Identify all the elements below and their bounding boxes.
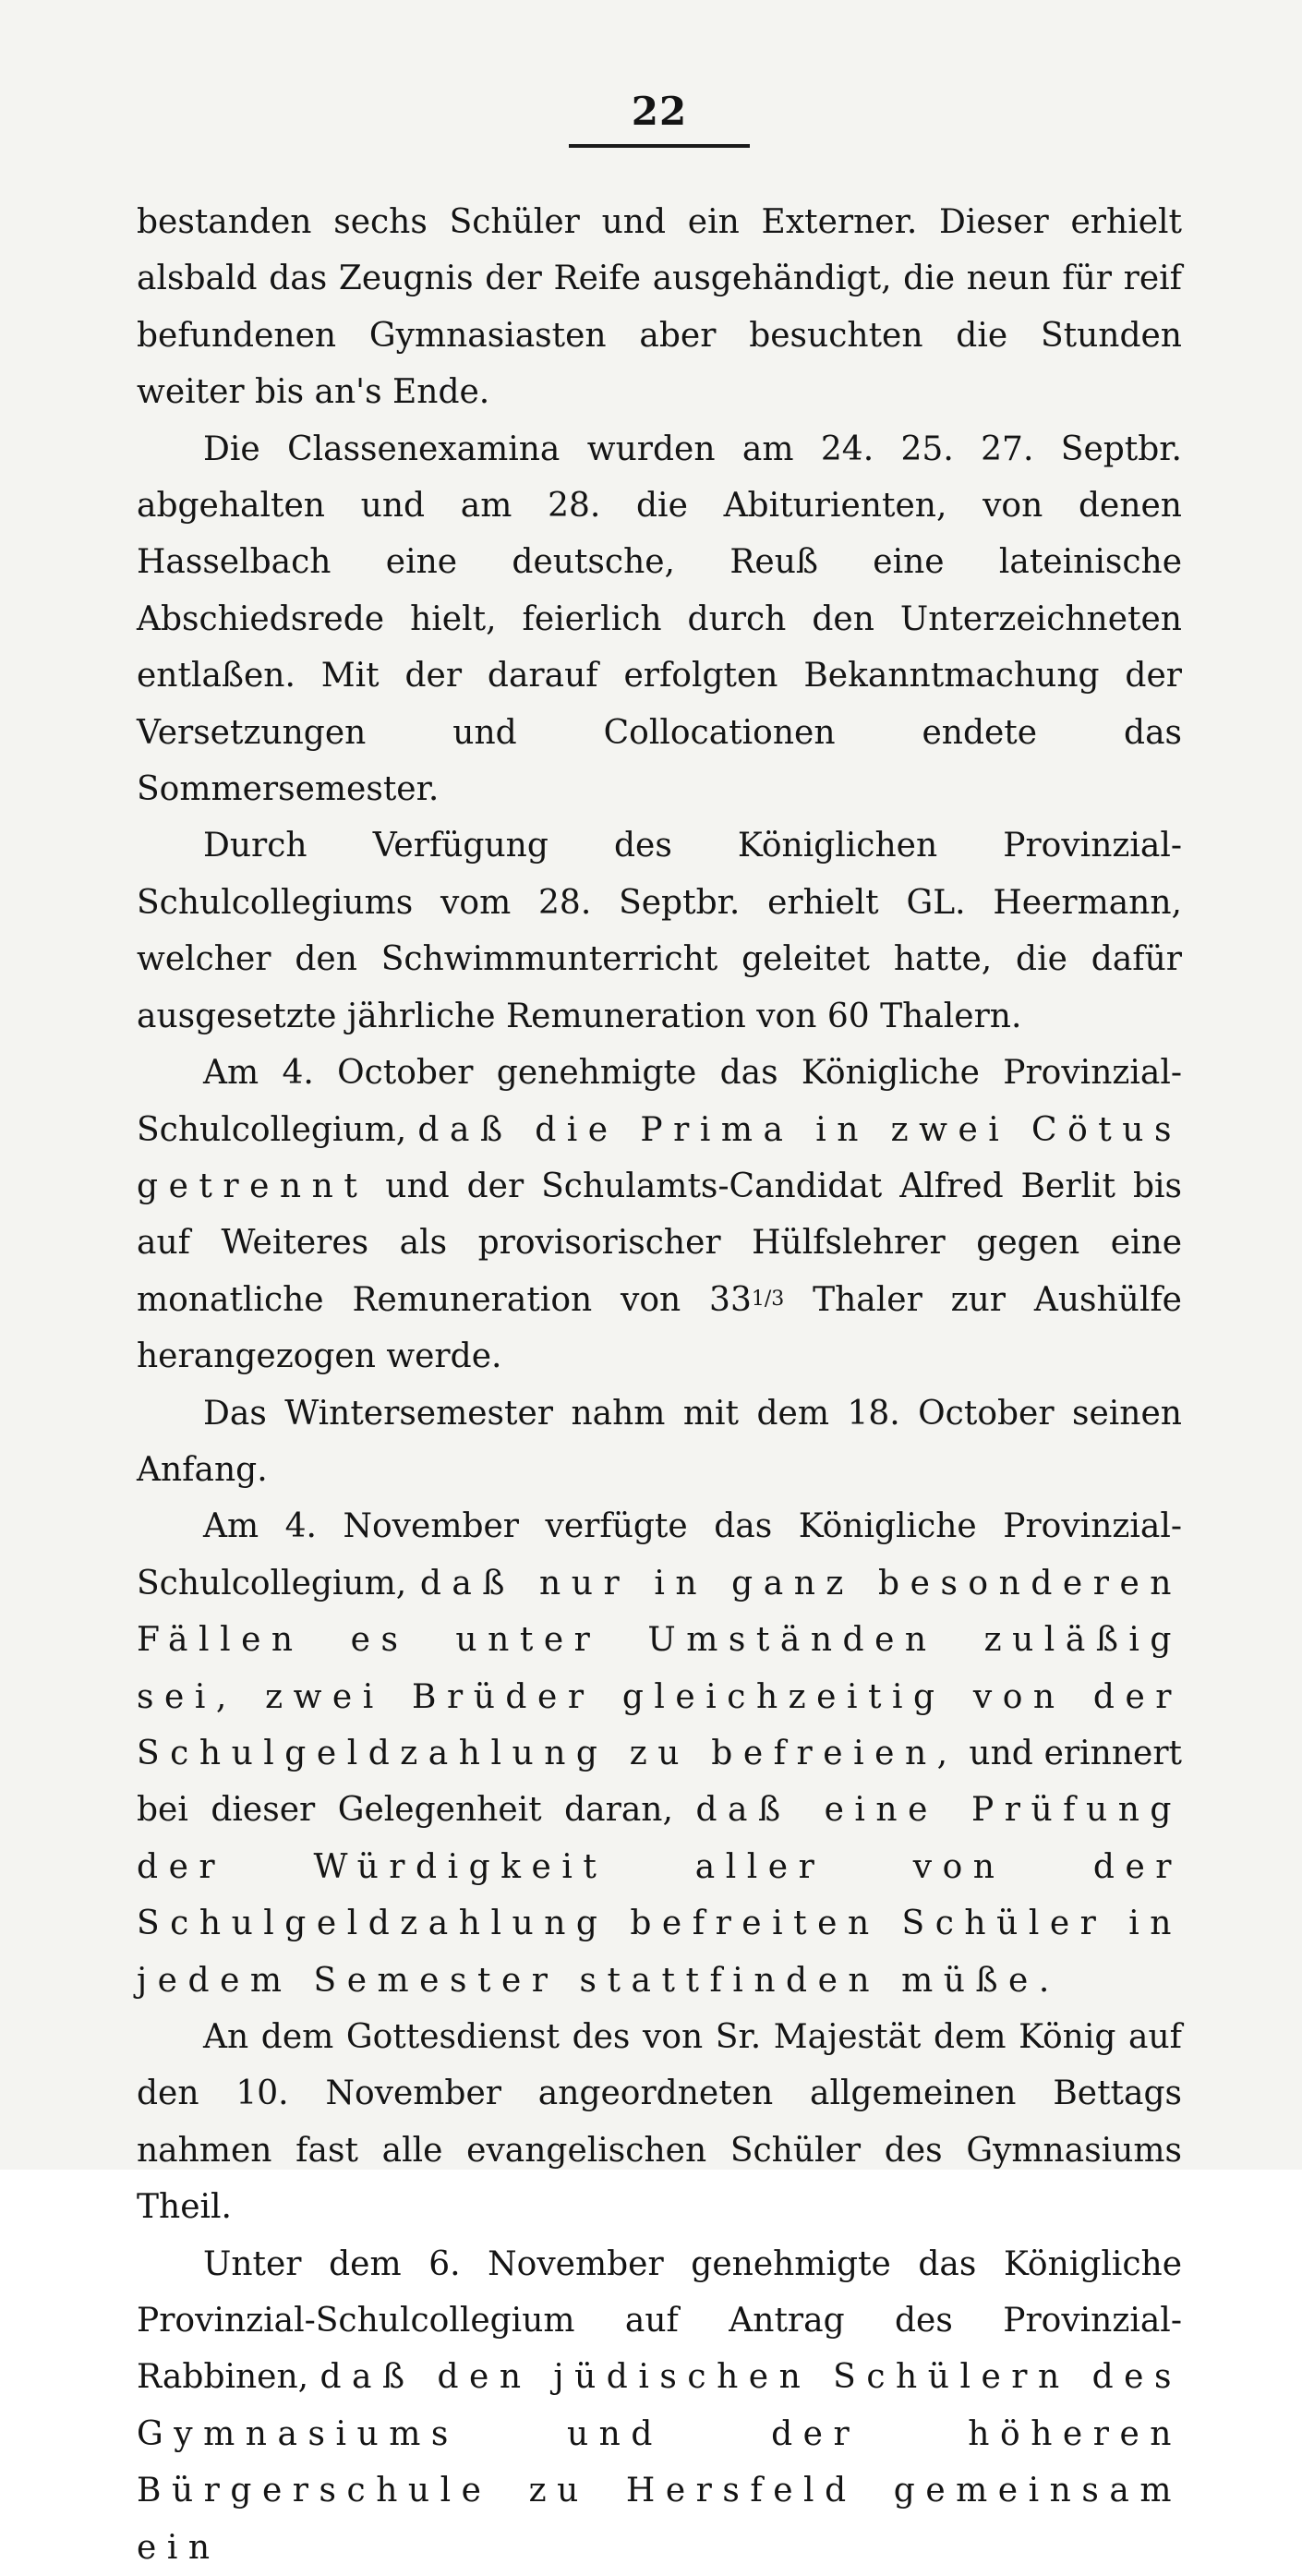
- spaced-text: daß eine Prüfung der Würdigkeit aller von der Schulgeldzahlung befreiten Schüler in jedem Semester stattfinden müße.: [137, 1791, 1182, 2000]
- text-run: und erinnert bei dieser Gelegenheit daran,: [137, 1734, 1183, 1830]
- spaced-text: daß die Prima in zwei Cötus getrennt: [137, 1110, 1182, 1205]
- paragraph: [137, 421, 1182, 818]
- fraction: 1/3: [751, 1287, 785, 1311]
- page-number: 22: [631, 89, 688, 134]
- text-run: Die Classenexamina wurden am 24. 25. 27. Septbr. abgehalten und am 28. die Abiturienten, von denen Hasselbach eine deutsche, Reuß eine lateinische Abschiedsrede hielt, feierlich durch den Unterzeichneten entlaßen. Mit der darauf erfolgten Bekanntmachung der Versetzungen und Collocationen endete das Sommersemester.: [137, 429, 1182, 809]
- paragraph: [137, 2009, 1182, 2236]
- body-text: [137, 194, 1182, 2576]
- header-rule: [569, 144, 750, 148]
- paragraph: [137, 817, 1182, 1045]
- paragraph: [137, 2236, 1182, 2576]
- paragraph: [137, 1498, 1182, 2009]
- text-run: An dem Gottesdienst des von Sr. Majestät dem König auf den 10. November angeordneten allgemeinen Bettags nahmen fast alle evangelischen Schüler des Gymnasiums Theil.: [137, 2018, 1182, 2227]
- text-run: Thaler zur Aushülfe herangezogen werde.: [137, 1280, 1182, 1376]
- paragraph: [137, 1385, 1182, 1499]
- text-run: Unter dem 6. November genehmigte das Königliche Provinzial-Schulcollegium auf Antrag des Provinzial-Rabbinen,: [137, 2244, 1182, 2397]
- paragraph: [137, 1045, 1182, 1385]
- text-run: Am 4. October genehmigte das Königliche Provinzial-Schulcollegium,: [137, 1054, 1182, 1149]
- spaced-text: daß den jüdischen Schülern des Gymnasiums und der höheren Bürgerschule zu Hersfeld gemeinsam ein: [137, 2358, 1182, 2567]
- text-run: Am 4. November verfügte das Königliche Provinzial-Schulcollegium,: [137, 1507, 1182, 1602]
- paragraph: [137, 194, 1182, 421]
- spaced-text: daß nur in ganz besonderen Fällen es unter Umständen zuläßig sei, zwei Brüder gleichzeitig von der Schulgeldzahlung zu befreien,: [137, 1564, 1182, 1772]
- text-run: bestanden sechs Schüler und ein Externer. Dieser erhielt alsbald das Zeugnis der Reife ausgehändigt, die neun für reif befundenen Gymnasiasten aber besuchten die Stunden weiter bis an's Ende.: [137, 203, 1182, 412]
- text-run: Durch Verfügung des Königlichen Provinzial-Schulcollegiums vom 28. Septbr. erhielt GL. Heermann, welcher den Schwimmunterricht geleitet hatte, die dafür ausgesetzte jährliche Remuneration von 60 Thalern.: [137, 827, 1182, 1035]
- text-run: Das Wintersemester nahm mit dem 18. October seinen Anfang.: [137, 1394, 1182, 1489]
- text-run: und der Schulamts-Candidat Alfred Berlit bis auf Weiteres als provisorischer Hülfslehrer gegen eine monatliche Remuneration von 33: [137, 1167, 1182, 1319]
